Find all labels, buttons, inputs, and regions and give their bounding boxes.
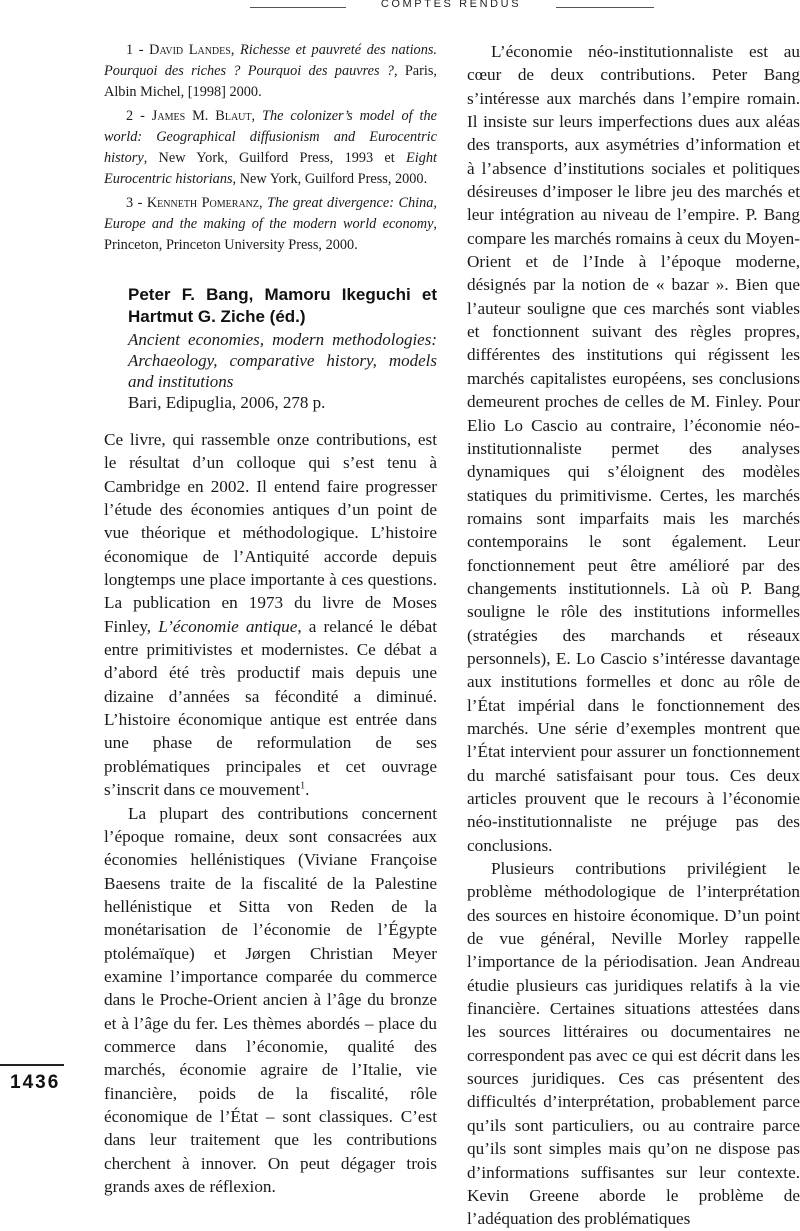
page-number: 1436: [10, 1072, 61, 1093]
footnote-3: 3 - Kenneth Pomeranz, The great divergence: China, Europe and the making of the modern world economy, Princeton, Princeton University Press, 2000.: [104, 195, 437, 253]
footnote-author: James M. Blaut: [151, 108, 252, 124]
running-header: [0, 0, 800, 18]
footnote-author: Kenneth Pomeranz: [146, 195, 259, 211]
header-title: COMPTES RENDUS: [380, 0, 522, 10]
header-rule-left: [250, 7, 346, 8]
footnote-title: The colonizer’s model of the world: Geographical diffusionism and Eurocentric history: [104, 108, 437, 166]
right-column: [467, 40, 800, 1231]
paragraph: Plusieurs contributions privilégient le problème méthodologique de l’interprétation des sources en histoire économique. D’un point de vue général, Neville Morley rappelle l’importance de la périodisation. Jean Andreau étudie plusieurs cas juridiques relatifs à la vie financière. Certaines situations attestées dans les sources littéraires ou documentaires ne correspondent pas avec ce qui est décrit dans les sources juridiques. Ces cas présentent des difficultés d’interprétation, probablement parce qu’ils sont particuliers, ou au contraire parce qu’ils sont simples mais qu’on ne dispose pas d’informations suffisantes sur leur contexte. Kevin Greene aborde le problème de l’adéquation des problématiques: [467, 859, 800, 1229]
review-publication: Bari, Edipuglia, 2006, 278 p.: [128, 393, 326, 412]
paragraph: Ce livre, qui rassemble onze contributions, est le résultat d’un colloque qui s’est tenu à Cambridge en 2002. Il entend faire progresser l’étude des économies antiques d’un point de vue théorique et méthodologique. L’histoire économique de l’Antiquité accorde depuis longtemps une place importante à ces questions. La publication en 1973 du livre de Moses Finley, L’économie antique, a relancé le débat entre primitivistes et modernistes. Ce débat a d’abord été très productif mais depuis une dizaine d’années sa fécondité a diminué. L’histoire économique antique est entrée dans une phase de reformulation de ses problématiques principales et cet ouvrage s’inscrit dans ce mouvement$^1$.: [104, 430, 437, 800]
page-number-rule: [0, 1064, 64, 1066]
footnote-title: Richesse et pauvreté des nations. Pourquoi des riches ? Pourquoi des pauvres ?: [104, 42, 437, 79]
footnote-1: 1 - David Landes, Richesse et pauvreté des nations. Pourquoi des riches ? Pourquoi des pauvres ?, Paris, Albin Michel, [1998] 2000.: [104, 42, 437, 100]
footnote-2: 2 - James M. Blaut, The colonizer’s model of the world: Geographical diffusionism and Eurocentric history, New York, Guilford Press, 1993 et Eight Eurocentric historians, New York, Guilford Press, 2000.: [104, 108, 437, 187]
footnote-ref: 1: [300, 780, 306, 792]
left-column: [104, 40, 437, 1198]
footnote-title: The great divergence: China, Europe and the making of the modern world economy: [104, 195, 437, 232]
header-rule-right: [556, 7, 654, 8]
paragraph: L’économie néo-institutionnaliste est au cœur de deux contributions. Peter Bang s’intéresse aux marchés dans l’empire romain. Il insiste sur leurs imperfections dues aux aléas des transports, aux asymétries d’information et à l’absence d’institutions sociales et politiques désireuses d’imposer le libre jeu des marchés et leur intégration au niveau de l’empire. P. Bang compare les marchés romains à ceux du Moyen-Orient et de l’Inde à l’époque moderne, désignés par la notion de « bazar ». Bien que l’auteur souligne que ces marchés sont viables et fonctionnent suivant des règles propres, différentes des institutions qui régissent les marchés capitalistes européens, ses conclusions demeurent proches de celles de M. Finley. Pour Elio Lo Cascio au contraire, l’économie néo-institutionnaliste permet des analyses dynamiques qui s’éloignent des modèles statiques du primitivisme. Certes, les marchés romains sont imparfaits mais les marchés contemporains le sont également. Leur fonctionnement peut être amélioré par des changements institutionnels. Là où P. Bang souligne le rôle des institutions informelles (stratégies des marchands et réseaux personnels), E. Lo Cascio s’intéresse davantage aux institutions formelles et donc au rôle de l’État impérial dans le fonctionnement des marchés. Une série d’exemples montrent que l’État intervient pour assurer un fonctionnement du marché satisfaisant pour tous. Ces deux articles prouvent que le recours à l’économie néo-institutionnaliste ne préjuge pas des conclusions.: [467, 42, 800, 855]
footnote-author: David Landes: [149, 42, 231, 58]
paragraph: La plupart des contributions concernent l’époque romaine, deux sont consacrées aux économies hellénistiques (Viviane Françoise Baesens traite de la fiscalité de la Palestine hellénistique et Sitta von Reden de la monétarisation de l’économie de l’Égypte ptolémaïque) et Jørgen Christian Meyer examine l’importance comparée du commerce dans le Proche-Orient ancien à l’âge du bronze et à l’âge du fer. Les thèmes abordés – place du commerce dans l’économie, qualité des marchés, économie agraire de l’Italie, vie financière, poids de la fiscalité, rôle économique de l’État – sont classiques. C’est dans leur traitement que les contributions cherchent à innover. On peut dégager trois grands axes de réflexion.: [104, 803, 437, 1196]
review-book-title: Ancient economies, modern methodologies: Archaeology, comparative history, models and institutions: [128, 330, 437, 391]
review-authors: Peter F. Bang, Mamoru Ikeguchi et Hartmut G. Ziche (éd.): [128, 285, 437, 326]
footnote-title-2: Eight Eurocentric historians: [104, 150, 437, 187]
review-heading: [128, 284, 437, 413]
